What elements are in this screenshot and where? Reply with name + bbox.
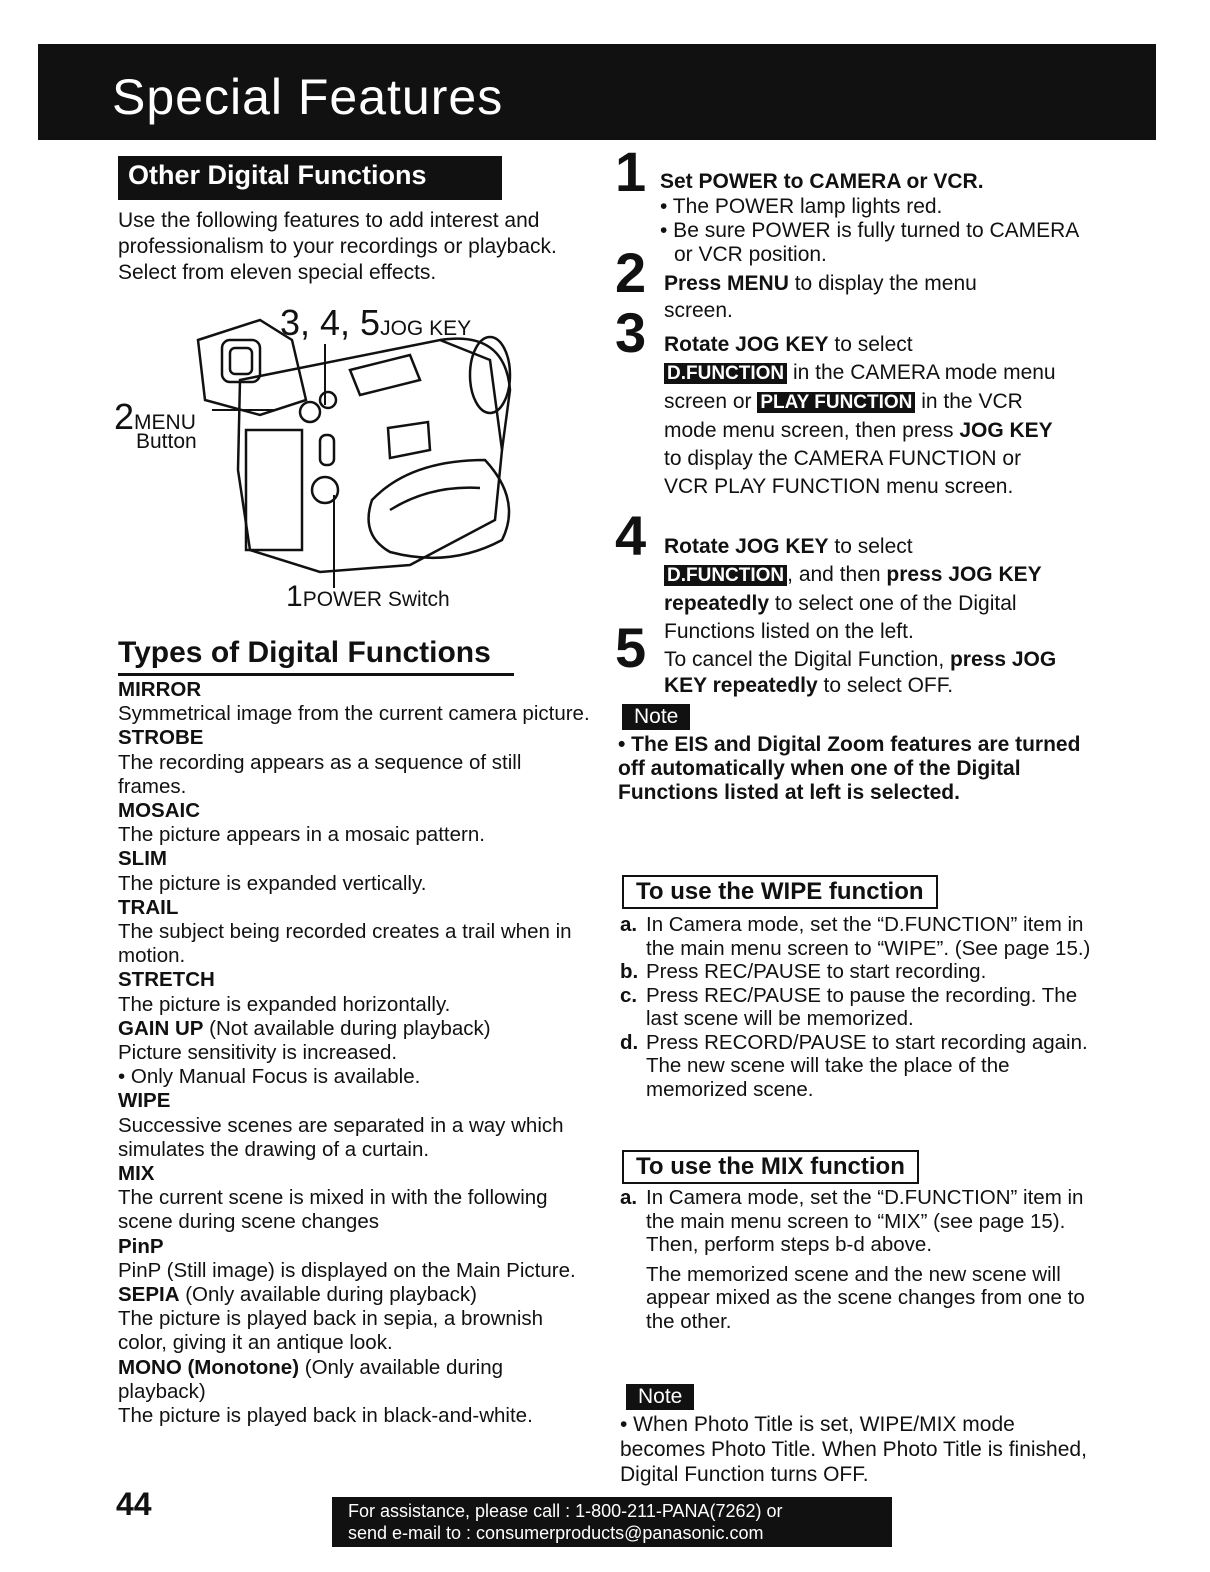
mix-paragraph: The memorized scene and the new scene will appear mixed as the scene changes from one to the other. [646, 1262, 1085, 1333]
assist-email: send e-mail to : consumerproducts@panasonic.com [348, 1523, 764, 1543]
wipe-step-b: b. Press REC/PAUSE to start recording. [620, 960, 987, 983]
wipe-step-a: a. In Camera mode, set the “D.FUNCTION” item in the main menu screen to “WIPE”. (See page 15.) [620, 913, 1091, 960]
function-slim: SLIM The picture is expanded vertically. [118, 847, 427, 895]
function-strobe: STROBE The recording appears as a sequence of still frames. [118, 726, 522, 798]
wipe-box-title: To use the WIPE function [622, 875, 938, 909]
note-photo-title-text: • When Photo Title is set, WIPE/MIX mode becomes Photo Title. When Photo Title is finished, Digital Function turns OFF. [620, 1413, 1087, 1486]
note-eis-text: • The EIS and Digital Zoom features are turned off automatically when one of the Digital Functions listed at left is selected. [618, 733, 1081, 804]
assistance-banner [332, 1497, 892, 1547]
note-badge-2: Note [626, 1384, 694, 1410]
function-mirror: MIRROR Symmetrical image from the current camera picture. [118, 678, 590, 726]
menu-button-callout: 2MENU [114, 396, 196, 437]
camcorder-illustration [110, 300, 630, 618]
digital-function-list [118, 678, 593, 1428]
mix-step-a: a. In Camera mode, set the “D.FUNCTION” item in the main menu screen to “MIX” (see page 15). Then, perform steps b-d above. [620, 1186, 1084, 1256]
wipe-steps [620, 913, 1100, 1101]
function-pinp: PinP PinP (Still image) is displayed on the Main Picture. [118, 1234, 576, 1282]
step-3: Rotate JOG KEY to select D.FUNCTION in the CAMERA mode menu screen or PLAY FUNCTION in the VCR mode menu screen, then press JOG KEY to display the CAMERA FUNCTION or VCR PLAY FUNCTION menu screen. [664, 333, 1056, 498]
step-1-number: 1 [615, 140, 647, 203]
wipe-step-c: c. Press REC/PAUSE to pause the recording. The last scene will be memorized. [620, 983, 1078, 1030]
function-wipe: WIPE Successive scenes are separated in a way which simulates the drawing of a curtain. [118, 1089, 564, 1161]
step-2-number: 2 [615, 241, 647, 304]
step-2: Press MENU to display the menu screen. [664, 272, 977, 322]
page-title: Special Features [112, 69, 504, 125]
function-mosaic: MOSAIC The picture appears in a mosaic pattern. [118, 799, 485, 847]
d-function-highlight-2: D.FUNCTION [664, 565, 787, 586]
assist-phone: For assistance, please call : 1-800-211-PANA(7262) or [348, 1501, 783, 1521]
step-4-number: 4 [615, 504, 647, 567]
step-3-number: 3 [615, 301, 647, 364]
section-title-badge: Other Digital Functions [118, 156, 502, 200]
function-mix: MIX The current scene is mixed in with the following scene during scene changes [118, 1162, 548, 1234]
gain-up-bullet: • Only Manual Focus is available. [118, 1065, 421, 1089]
intro-text: Use the following features to add interest and professionalism to your recordings or playback. Select from eleven special effects. [118, 209, 557, 284]
power-switch-callout: 1POWER Switch [286, 580, 450, 613]
play-function-highlight: PLAY FUNCTION [757, 392, 915, 413]
wipe-step-d: d. Press RECORD/PAUSE to start recording again. The new scene will take the place of the memorized scene. [620, 1030, 1088, 1101]
camcorder-drawing [110, 300, 630, 618]
function-stretch: STRETCH The picture is expanded horizontally. [118, 968, 451, 1016]
function-trail: TRAIL The subject being recorded creates a trail when in motion. [118, 895, 572, 968]
mix-steps [620, 1186, 1100, 1333]
step-5-number: 5 [615, 616, 647, 679]
types-heading-rule [118, 673, 514, 676]
step-1: Set POWER to CAMERA or VCR. • The POWER lamp lights red. • Be sure POWER is fully turned to CAMERA or VCR position. [660, 170, 1079, 266]
page-number: 44 [116, 1486, 152, 1522]
step-4: Rotate JOG KEY to select D.FUNCTION , and then press JOG KEY repeatedly to select one of the Digital Functions listed on the left. [664, 535, 1042, 643]
types-heading: Types of Digital Functions [118, 636, 491, 669]
d-function-highlight: D.FUNCTION [664, 363, 787, 384]
menu-button-sublabel: Button [136, 430, 197, 453]
jog-key-callout: 3, 4, 5JOG KEY [280, 302, 472, 343]
note-badge: Note [622, 704, 690, 730]
function-gain-up: GAIN UP (Not available during playback) Picture sensitivity is increased. • Only Manual Focus is available. [118, 1017, 593, 1090]
function-sepia: SEPIA (Only available during playback) The picture is played back in sepia, a brownish color, giving it an antique look. [118, 1283, 544, 1355]
mix-box-title: To use the MIX function [622, 1150, 919, 1184]
function-mono: MONO (Monotone) (Only available during playback) The picture is played back in black-and-white. [118, 1355, 533, 1428]
step-5: To cancel the Digital Function, press JOG KEY repeatedly to select OFF. [664, 648, 1057, 697]
